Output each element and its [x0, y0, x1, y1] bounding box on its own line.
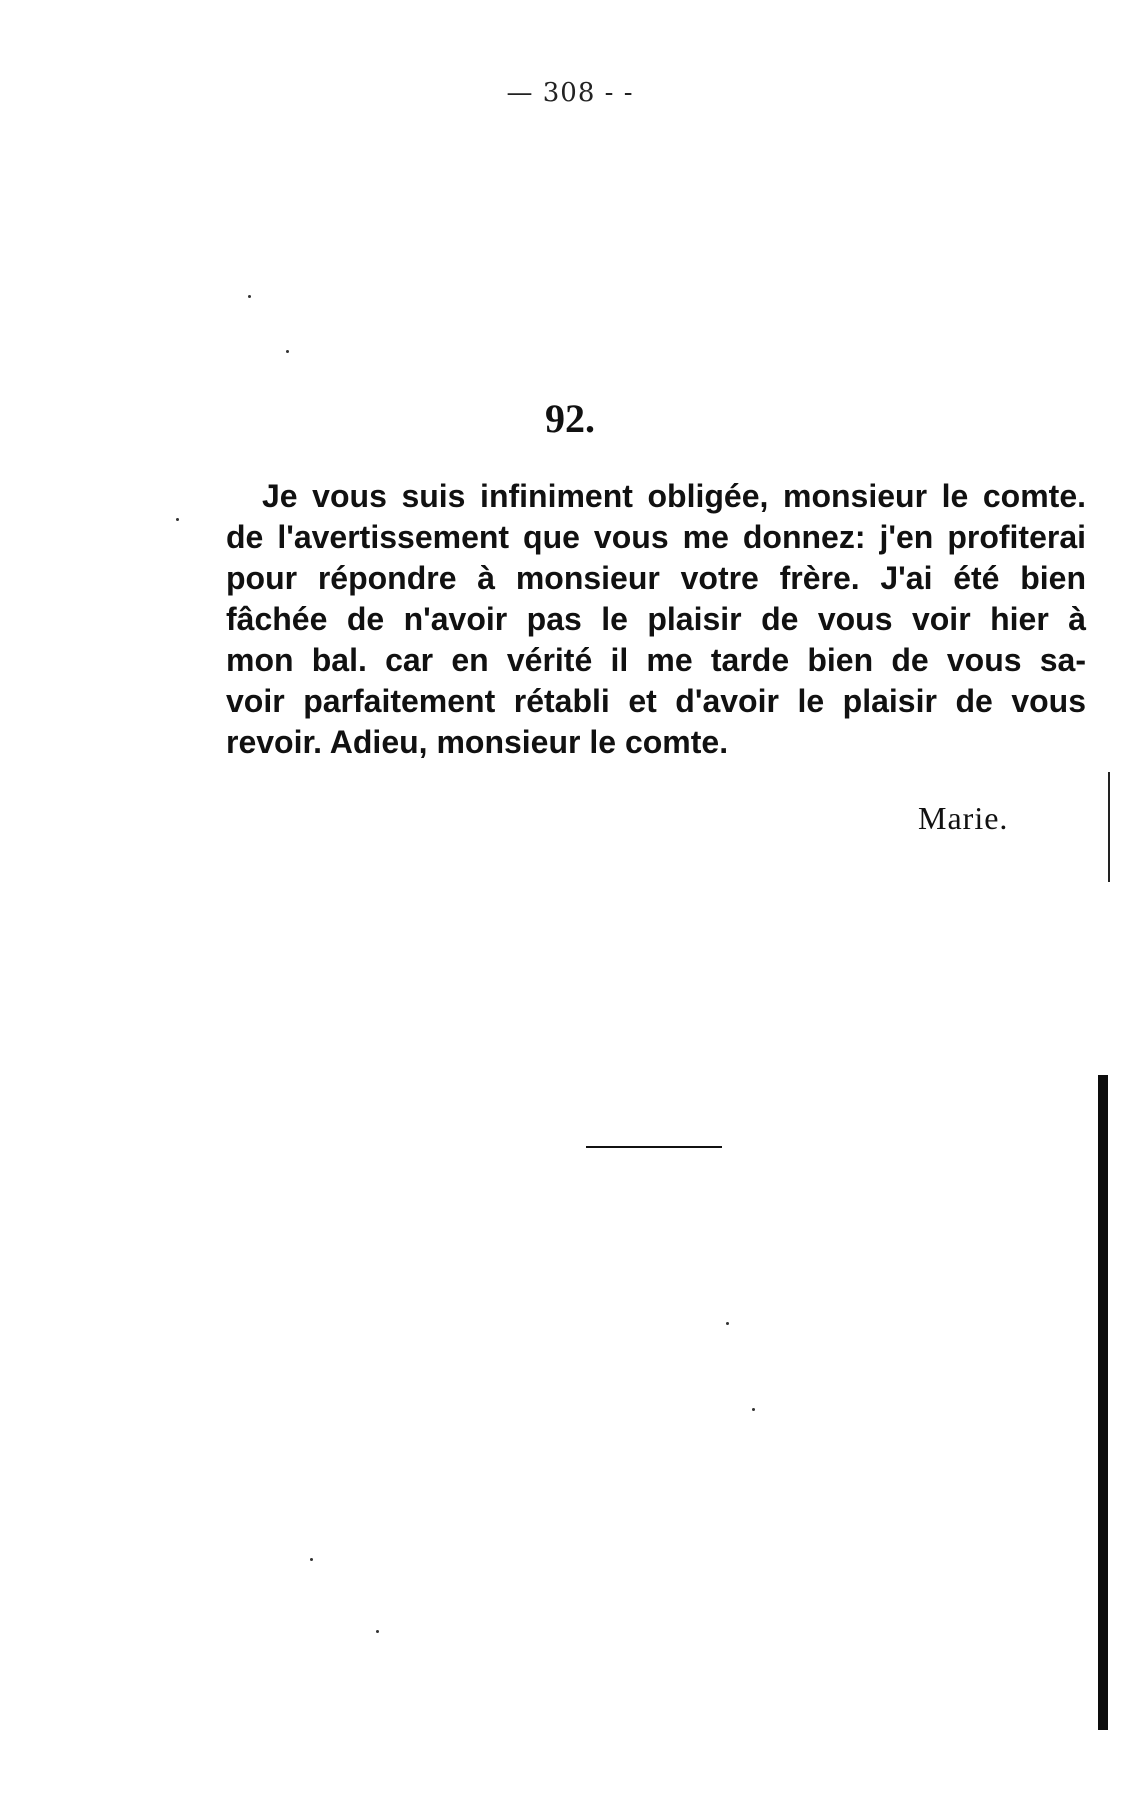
letter-line: pour répondre à monsieur votre frère. J'ai été bien [226, 560, 1086, 596]
print-speck [248, 295, 251, 298]
letter-line: voir parfaitement rétabli et d'avoir le plaisir de vous [226, 683, 1086, 719]
letter-line: revoir. Adieu, monsieur le comte. [226, 724, 729, 760]
section-divider [586, 1146, 722, 1148]
print-speck [376, 1630, 379, 1633]
signature: Marie. [918, 800, 1009, 836]
page-number: — 308 - - [506, 78, 634, 108]
letter-number: 92. [545, 396, 595, 441]
letter-line: mon bal. car en vérité il me tarde bien de vous sa- [226, 642, 1086, 678]
letter-line: fâchée de n'avoir pas le plaisir de vous voir hier à [226, 601, 1086, 637]
print-speck [286, 350, 289, 353]
letter-line: de l'avertissement que vous me donnez: j'en profiterai [226, 519, 1086, 555]
letter-line: Je vous suis infiniment obligée, monsieur le comte. [262, 478, 1086, 514]
print-speck [310, 1558, 313, 1561]
letter-body [226, 476, 1086, 763]
page-edge-shadow [1108, 772, 1110, 882]
print-speck [176, 518, 179, 521]
print-speck [752, 1408, 755, 1411]
print-speck [726, 1322, 729, 1325]
page-edge-shadow [1098, 1075, 1108, 1730]
